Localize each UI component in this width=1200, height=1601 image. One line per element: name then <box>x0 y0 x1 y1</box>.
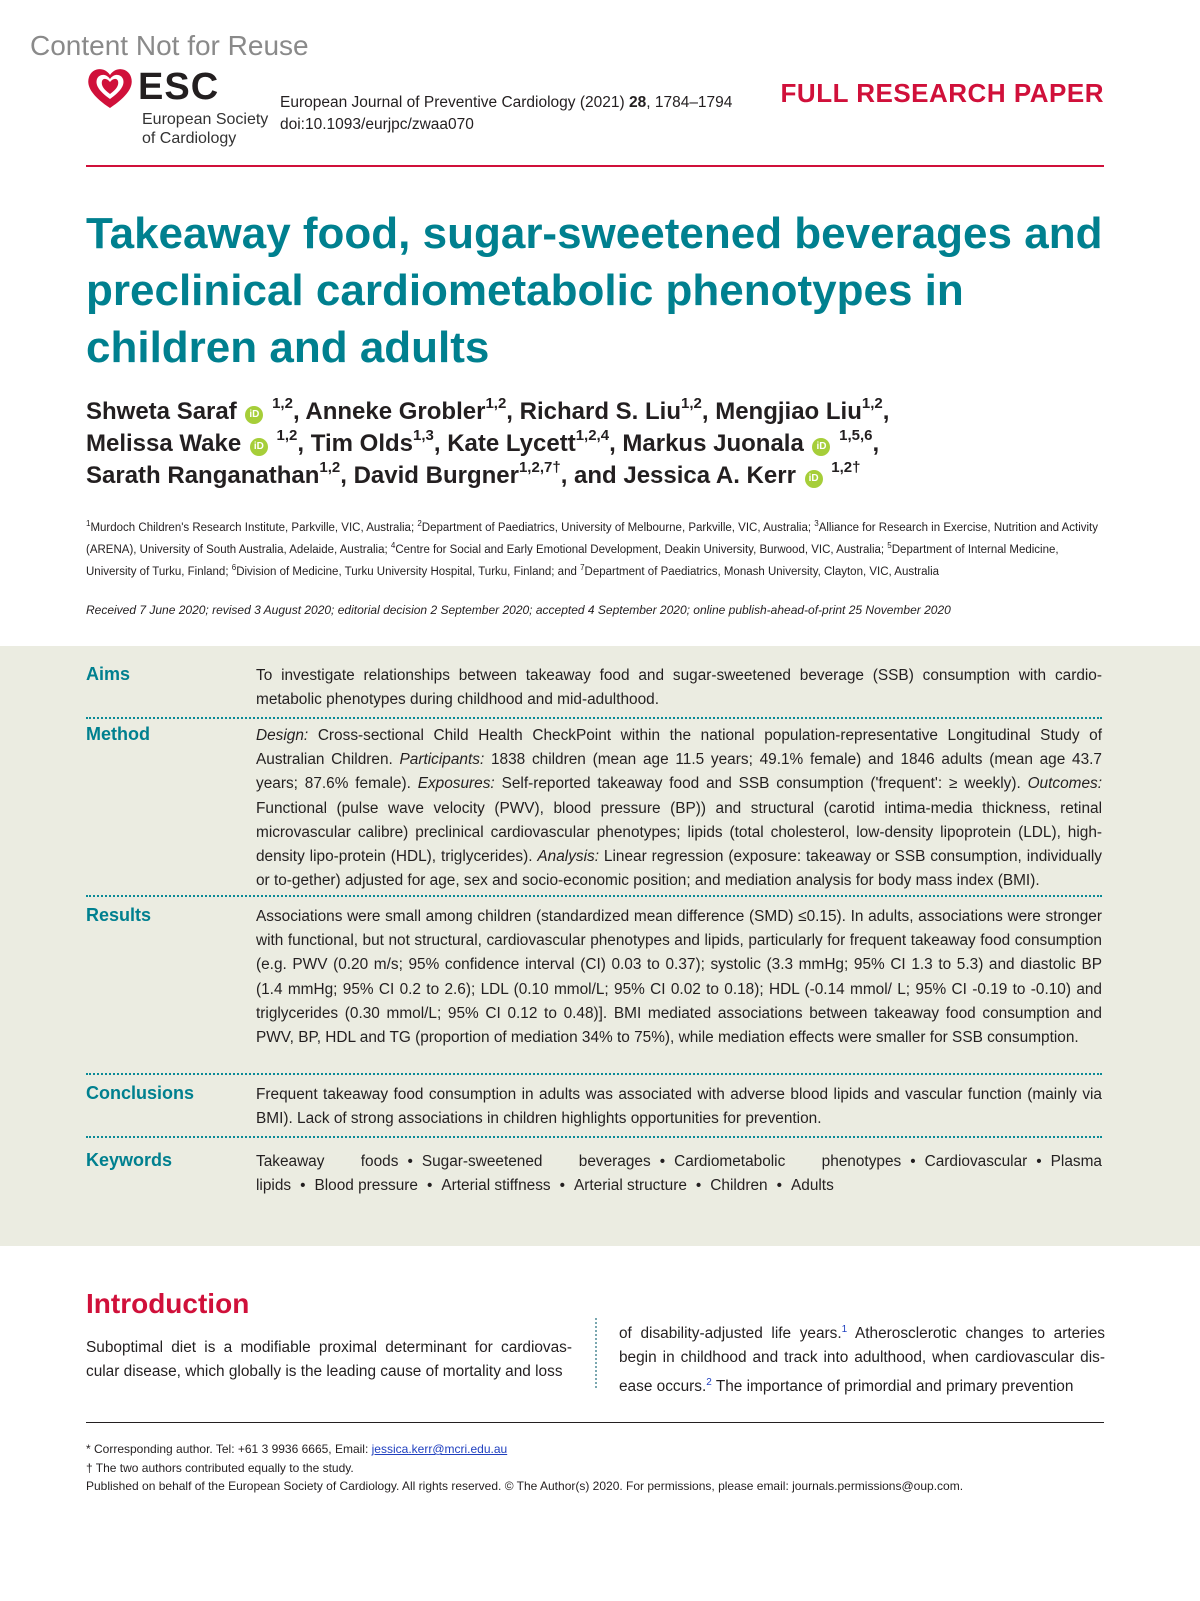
logo-abbr: ESC <box>138 66 220 108</box>
keyword-separator: • <box>427 1177 433 1195</box>
method-subheading: Exposures: <box>417 775 495 793</box>
citation-prefix: European Journal of Preventive Cardiology (2021) <box>280 94 629 111</box>
section-heading-introduction: Introduction <box>86 1288 250 1319</box>
footnote-rule <box>86 1422 1104 1423</box>
esc-logo <box>86 66 276 150</box>
author-separator: , <box>340 462 354 489</box>
author-separator: , <box>701 398 716 425</box>
author-affiliation-marker: 1,2 <box>319 459 341 476</box>
body-text: of disability-adjusted life years. <box>619 1325 842 1343</box>
method-text: 1838 children (mean age 11.5 years; 49.1% female) and 1846 adults (mean age 43.7 years; 87.6% female). <box>256 751 1102 793</box>
keyword: Children <box>710 1177 768 1195</box>
affiliation-text: Centre for Social and Early Emotional Development, Deakin University, Burwood, VIC, Australia; <box>395 543 888 556</box>
method-subheading: Analysis: <box>537 848 599 866</box>
keyword: Blood pressure <box>314 1177 418 1195</box>
body-column-left: Suboptimal diet is a modifiable proximal determinant for cardiovas-cular disease, which globally is the leading cause of mortality and loss <box>86 1339 572 1381</box>
affiliation-number: 6 <box>231 562 237 572</box>
keyword: Cardiovascular <box>924 1153 1028 1170</box>
keyword-list <box>256 1150 1102 1198</box>
author-affiliation-marker: 1,2,7† <box>518 459 561 476</box>
affiliations <box>86 515 1106 580</box>
article-dates: Received 7 June 2020; revised 3 August 2020; editorial decision 2 September 2020; accepted 4 September 2020; online publish-ahead-of-print 25 November 2020 <box>86 603 951 617</box>
abstract-conclusions <box>86 1083 1102 1138</box>
abstract-label: Aims <box>86 664 131 684</box>
heart-logo-icon <box>86 66 134 110</box>
method-subheading: Participants: <box>399 751 485 769</box>
author-name: Kate Lycett <box>447 430 576 457</box>
keyword: Arterial structure <box>573 1177 687 1195</box>
watermark: Content Not for Reuse <box>30 30 309 61</box>
method-text: Cross-sectional Child Health CheckPoint within the national population-representative Longitudinal Study of Australian Children. <box>256 727 1102 769</box>
affiliation-text: Department of Paediatrics, Monash University, Clayton, VIC, Australia <box>584 565 940 578</box>
corresponding-author <box>86 1440 1106 1459</box>
keyword-separator: • <box>407 1153 413 1170</box>
author-name: Richard S. Liu <box>519 398 681 425</box>
abstract-keywords <box>86 1150 1102 1203</box>
abstract-text <box>256 724 1102 893</box>
affiliation-number: 3 <box>814 519 819 528</box>
keyword: Plasma lipids <box>256 1153 1102 1195</box>
author-affiliation-marker: 1,3 <box>413 427 434 444</box>
structured-abstract <box>0 646 1200 1246</box>
abstract-text: Frequent takeaway food consumption in adults was associated with adverse blood lipids and vascular function (mainly via BMI). Lack of strong associations in children highlights opportunities for prevention. <box>256 1086 1102 1128</box>
author-name: Shweta Saraf <box>86 398 237 425</box>
logo-society: European Society of Cardiology <box>142 111 269 147</box>
affiliation-number: 2 <box>417 519 422 528</box>
orcid-icon[interactable]: iD <box>250 438 268 456</box>
orcid-icon[interactable]: iD <box>245 406 263 424</box>
affiliation-number: 1 <box>86 519 91 528</box>
affiliation-text: Alliance for Research in Exercise, Nutrition and Activity (ARENA), University of South Australia, Adelaide, Australia; <box>86 521 1099 556</box>
keyword: Takeaway foods <box>256 1153 399 1170</box>
method-subheading: Outcomes: <box>1027 775 1102 793</box>
abstract-label: Method <box>86 724 150 744</box>
citation-reference[interactable]: 2 <box>706 1376 712 1388</box>
author-separator: , <box>609 430 623 457</box>
keyword-separator: • <box>300 1177 306 1195</box>
keyword-separator: • <box>559 1177 565 1195</box>
header-rule <box>86 165 1104 167</box>
keyword-separator: • <box>659 1153 666 1170</box>
method-text: Self-reported takeaway food and SSB consumption ('frequent': ≥ weekly). <box>494 775 1028 793</box>
author-separator: , <box>433 430 448 457</box>
author-affiliation-marker: 1,2† <box>831 459 861 476</box>
method-subheading: Design: <box>256 727 309 744</box>
abstract-results <box>86 905 1102 1075</box>
affiliation-number: 5 <box>887 540 892 550</box>
affiliation-number: 7 <box>580 562 585 572</box>
author-affiliation-marker: 1,2 <box>272 395 293 412</box>
author-name: Markus Juonala <box>622 430 804 457</box>
citation-volume: 28 <box>628 94 647 111</box>
paper-type: FULL RESEARCH PAPER <box>780 78 1104 108</box>
author-name: Jessica A. Kerr <box>623 462 796 489</box>
author-affiliation-marker: 1,2 <box>681 395 702 412</box>
author-affiliation-marker: 1,2 <box>485 395 507 412</box>
author-separator: , <box>872 430 880 457</box>
author-separator: , and <box>560 462 624 489</box>
keyword: Arterial stiffness <box>441 1177 551 1195</box>
abstract-method <box>86 724 1102 897</box>
body-column-right <box>619 1318 1105 1399</box>
abstract-label: Conclusions <box>86 1083 195 1103</box>
citation-reference[interactable]: 1 <box>841 1324 848 1335</box>
body-text: The importance of primordial and primary prevention <box>711 1377 1074 1395</box>
author-separator: , <box>297 430 311 457</box>
affiliation-number: 4 <box>390 540 396 550</box>
article-title: Takeaway food, sugar-sweetened beverages and preclinical cardiometabolic phenotypes in children and adults <box>86 209 1103 372</box>
author-affiliation-marker: 1,2,4 <box>575 427 610 444</box>
keyword-separator: • <box>1036 1153 1042 1170</box>
author-name: Sarath Ranganathan <box>86 462 320 489</box>
author-name: Anneke Grobler <box>305 398 486 425</box>
author-separator: , <box>292 398 306 425</box>
orcid-icon[interactable]: iD <box>812 438 830 456</box>
journal-citation <box>280 92 732 136</box>
affiliation-text: Division of Medicine, Turku University Hospital, Turku, Finland; and <box>236 565 581 578</box>
abstract-text: Associations were small among children (standardized mean difference (SMD) ≤0.15). In adults, associations were stronger with functional, but not structural, cardiovascular phenotypes and lipids, particularly for frequent takeaway food consumption (e.g. PWV (0.20 m/s; 95% confidence interval (CI) 0.03 to 0.37); systolic (3.3 mmHg; 95% CI 1.3 to 5.3) and diastolic BP (1.4 mmHg; 95% CI 0.2 to 2.6); LDL (0.10 mmol/L; 95% CI 0.02 to 0.18); HDL (-0.14 mmol/ L; 95% CI -0.19 to -0.10) and triglycerides (0.30 mmol/L; 95% CI 0.12 to 0.48)]. BMI mediated associations between takeaway food consumption and PWV, BP, HDL and TG (proportion of mediation 34% to 75%), while mediation effects were smaller for SSB consumption. <box>256 908 1102 1047</box>
method-text: Functional (pulse wave velocity (PWV), blood pressure (BP)) and structural (carotid intima-media thickness, retinal microvascular calibre) preclinical cardiovascular phenotypes; lipids (total cholesterol, low-density lipoprotein (LDL), high-density lipo-protein (HDL), triglycerides). <box>256 799 1102 866</box>
affiliation-text: Department of Internal Medicine, University of Turku, Finland; <box>86 543 1059 578</box>
author-name: David Burgner <box>353 462 519 489</box>
affiliation-text: Department of Paediatrics, University of Melbourne, Parkville, VIC, Australia; <box>421 521 815 534</box>
doi[interactable]: doi:10.1093/eurjpc/zwaa070 <box>280 116 474 133</box>
author-separator: , <box>506 398 520 425</box>
method-text: Linear regression (exposure: takeaway or SSB consumption, individually or to-gether) adjusted for age, sex and socio-economic position; and mediation analysis for body mass index (BMI). <box>256 848 1103 890</box>
author-affiliation-marker: 1,2 <box>861 395 883 412</box>
keyword: Cardiometabolic phenotypes <box>674 1153 902 1170</box>
copyright: Published on behalf of the European Society of Cardiology. All rights reserved. © The Author(s) 2020. For permissions, please email: journals.permissions@oup.com. <box>86 1479 964 1493</box>
column-divider <box>595 1318 597 1388</box>
author-name: Tim Olds <box>310 430 413 457</box>
equal-contribution: † The two authors contributed equally to the study. <box>86 1460 354 1475</box>
author-list <box>86 396 1106 492</box>
abstract-text: To investigate relationships between takeaway food and sugar-sweetened beverage (SSB) consumption with cardio-metabolic phenotypes during childhood and mid-adulthood. <box>256 667 1102 709</box>
abstract-label: Keywords <box>86 1150 173 1170</box>
body-text: Atherosclerotic changes to arteries begin in childhood and track into adulthood, when cardiovascular dis-ease occurs. <box>619 1325 1105 1395</box>
orcid-icon[interactable]: iD <box>805 470 823 488</box>
keyword-separator: • <box>695 1177 702 1195</box>
author-affiliation-marker: 1,2 <box>276 427 298 444</box>
author-name: Melissa Wake <box>86 430 242 457</box>
author-separator: , <box>882 398 890 425</box>
author-email-link[interactable]: jessica.kerr@mcri.edu.au <box>371 1442 508 1456</box>
footnotes <box>86 1440 1106 1496</box>
author-affiliation-marker: 1,5,6 <box>839 427 873 444</box>
author-name: Mengjiao Liu <box>715 398 862 425</box>
keyword-separator: • <box>776 1177 782 1195</box>
keyword-separator: • <box>910 1153 916 1170</box>
abstract-aims <box>86 664 1102 719</box>
keyword: Sugar-sweetened beverages <box>421 1153 651 1170</box>
corresponding-prefix: * Corresponding author. Tel: +61 3 9936 6665, Email: <box>86 1442 372 1456</box>
affiliation-text: Murdoch Children's Research Institute, Parkville, VIC, Australia; <box>90 521 418 534</box>
keyword: Adults <box>791 1177 834 1195</box>
abstract-label: Results <box>86 905 152 925</box>
citation-pages: , 1784–1794 <box>646 94 733 111</box>
